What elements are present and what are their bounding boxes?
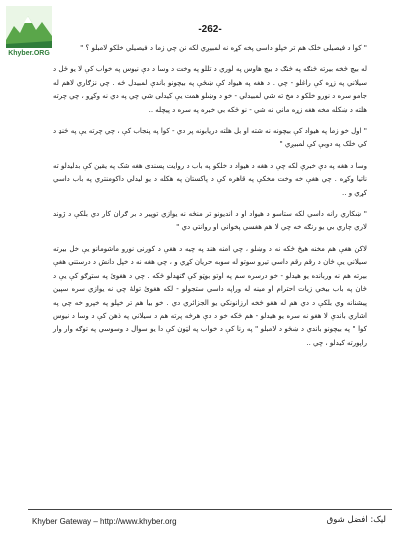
footer-divider	[28, 509, 392, 510]
paragraph: وسا د هغه په دې خبرې لکه چې د هغه د هیواد د خلکو په باب د روایت پسندی هغه شک په یقین کې بدلیدلو ته ناتیا وکړه . چي هغې خه وخت مخکې په قاهره کې د پاکستان په هکله د یو لیدلي داکومنتري په باب داسي کړي و ..	[53, 161, 367, 197]
paragraph: " کوا د فیصیلی خلک هم تر خپلو داسی پخه کړه نه لمبیږي لکه نن چي زما د فیصیلي خلکو لامبلو ؟ "	[80, 44, 367, 52]
page-body	[53, 42, 367, 358]
paragraph: له بیچ څخه بیرته څنګه په څنګ د بیچ هاوس په لوري د تللو په وخت د وسا د دې نیوس په خواب کې لا یو ځل د سیلاني په زړه کې راغلو - چي . د هغه په هیواد کې ښځې په بیچونو باندې لمبیدل څه . چي نزګاري لاهم له جامو سره د نورو خلکو د مخ ته شي لمبیدلي - خو د وښلو همت یې کیدلی شي چي په دي نه وکړو ، چي چرته هلته د ښکله مخه هغه زړه ماني نه شي - نو څکه بي خبره په سره د پیچله ..	[53, 65, 367, 114]
page-number: -262-	[198, 24, 222, 35]
footer-site: Khyber Gateway – http://www.khyber.org	[32, 517, 177, 526]
paragraph: لاکن هغې هم مخنه هیڅ څکه نه د وښلو ، چي امنه هند په چیه د هغې د کورنی نورو ماشومانو یې خل بیرته سیلاني یې څان د رقم رقم داسي تیرو سوتو له سوبه حریان کړي و ، چي هغه نه د خپل دانش د درستني هغې بیرته هم نه وربانده یو هیدلو - خو درسره سم په اوتو بوټو کې ګنهدلو څکه . چي د هغوئ په ستړګو کې یې د څان په باب بیخي زیات احترام او مینه له وراپه داسي ستجولو - لکه هغوئ تولهٔ چي نه یوازي سره سپین پیشنانه وي بلکې د دي هم له هغو څخه ارزانونکي یو الجزائري دي . خو بیا هم تر خپلو په خپرو خه چي په اشاري باندې لا هغو نه سره یو هیدلو - هم څکه خو د دې هرڅه پرته هم د سیلاني په ذهن کې د وسا د نیوس کوا " په بیچونو باندي د ښځو د لامبلو " په رنا کې د خواب په لټون کې دا یو سوال د وسوسي په توګه وار وار راپورته کیدلو ، چي ..	[53, 244, 367, 347]
paragraph: " ښکاري رانه داسي لکه ستاسو د هیواد او د اندیونو تر منځه نه یوازي توپیر د بر ګران کار دي بلکې د ژوند لاري چاري بي یو رنګه خه چي لا هم هغسي پخواني او روانتي دي "	[53, 210, 367, 232]
paragraph: " اول خو زما په هیواد کې بیچونه نه شته او بل هلته دریابونه پر دي - کوا په پنجاب کې ، چي چرته یې په څنډ د کي خلک په دوبې کې لمبیږي "	[53, 127, 367, 149]
logo-text: Khyber.ORG	[8, 50, 50, 57]
footer-author: لیک: افضل شوق	[326, 515, 386, 525]
